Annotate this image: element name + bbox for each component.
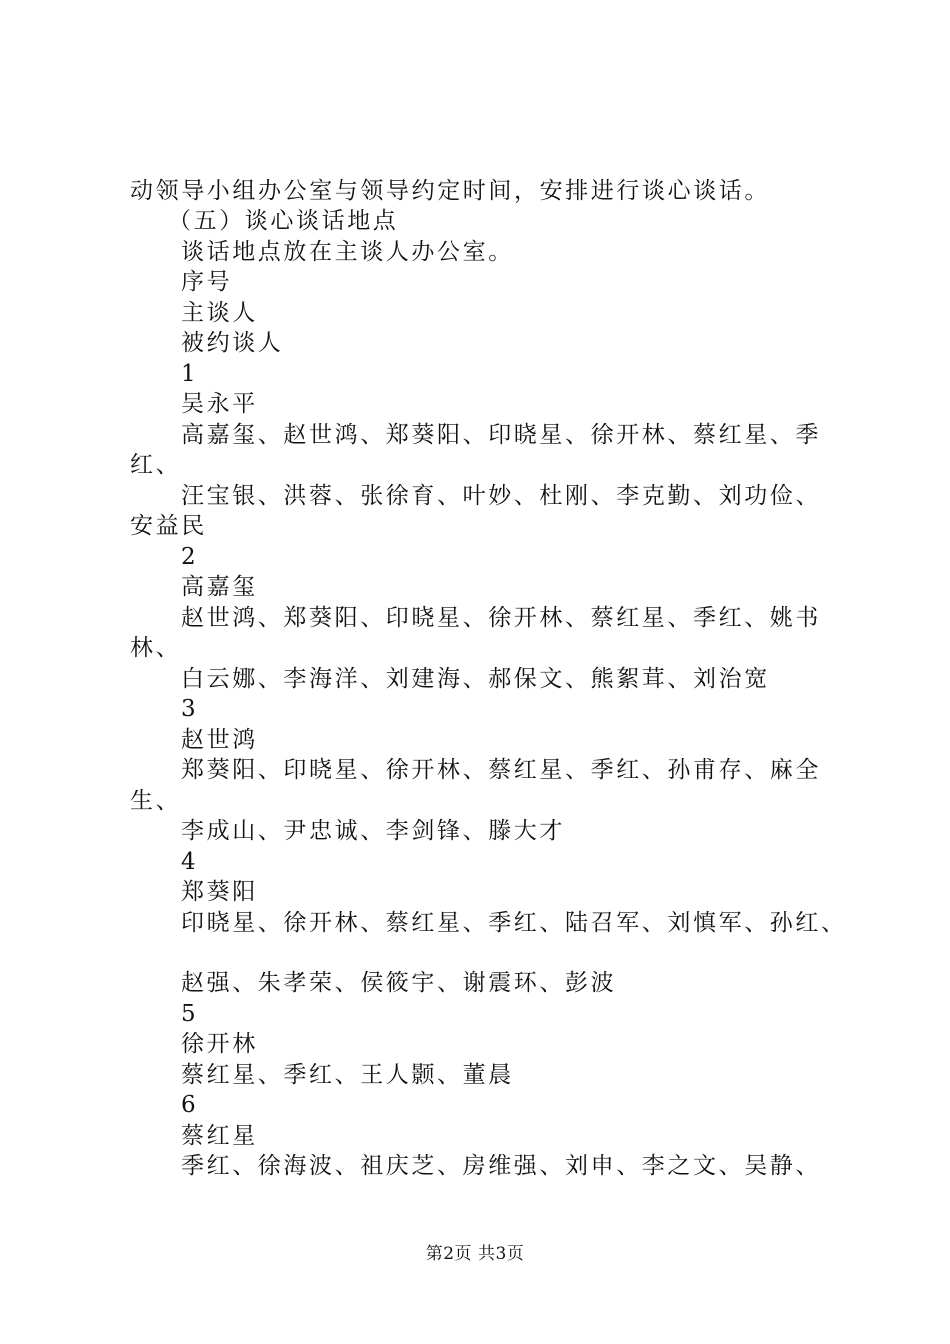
row-invitees-wrap: 红、: [130, 452, 182, 478]
row-invitees: 白云娜、李海洋、刘建海、郝保文、熊絮茸、刘治宽: [181, 666, 770, 692]
page-footer: 第2页 共3页: [425, 1244, 525, 1264]
row-invitees: 赵强、朱孝荣、侯筱宇、谢震环、彭波: [181, 970, 617, 996]
row-number: 6: [181, 1092, 199, 1118]
column-header-lead: 主谈人: [181, 300, 258, 326]
row-number: 1: [181, 361, 199, 387]
row-invitees: 蔡红星、季红、王人颢、董晨: [181, 1062, 514, 1088]
row-number: 4: [181, 849, 199, 875]
row-lead: 吴永平: [181, 391, 258, 417]
row-invitees: 李成山、尹忠诚、李剑锋、滕大才: [181, 818, 565, 844]
row-lead: 赵世鸿: [181, 727, 258, 753]
row-invitees: 汪宝银、洪蓉、张徐育、叶妙、杜刚、李克勤、刘功俭、: [181, 483, 821, 509]
row-lead: 蔡红星: [181, 1123, 258, 1149]
column-header-number: 序号: [181, 269, 233, 295]
text-line: 动领导小组办公室与领导约定时间，安排进行谈心谈话。: [130, 178, 770, 204]
row-invitees-wrap: 安益民: [130, 513, 207, 539]
row-lead: 徐开林: [181, 1031, 258, 1057]
row-number: 5: [181, 1001, 199, 1027]
row-invitees: 高嘉玺、赵世鸿、郑葵阳、印晓星、徐开林、蔡红星、季: [181, 422, 821, 448]
row-invitees-wrap: 生、: [130, 788, 182, 814]
text-line: 谈话地点放在主谈人办公室。: [181, 239, 514, 265]
row-invitees: 赵世鸿、郑葵阳、印晓星、徐开林、蔡红星、季红、姚书: [181, 605, 821, 631]
section-heading: （五）谈心谈话地点: [168, 208, 399, 234]
row-number: 3: [181, 696, 199, 722]
row-invitees: 郑葵阳、印晓星、徐开林、蔡红星、季红、孙甫存、麻全: [181, 757, 821, 783]
row-invitees: 季红、徐海波、祖庆芝、房维强、刘申、李之文、吴静、: [181, 1153, 821, 1179]
row-lead: 高嘉玺: [181, 574, 258, 600]
row-invitees: 印晓星、徐开林、蔡红星、季红、陆召军、刘慎军、孙红、: [181, 910, 847, 936]
row-lead: 郑葵阳: [181, 879, 258, 905]
column-header-invitees: 被约谈人: [181, 330, 284, 356]
row-number: 2: [181, 544, 199, 570]
row-invitees-wrap: 林、: [130, 635, 182, 661]
